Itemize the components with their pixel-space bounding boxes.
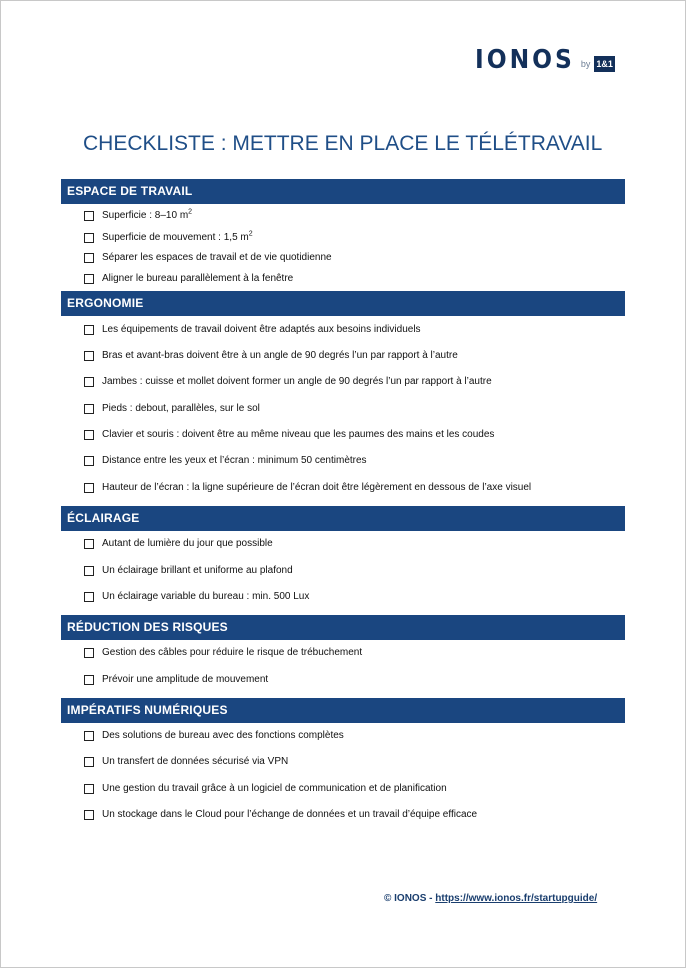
checkbox[interactable] xyxy=(84,211,94,221)
item-label: Clavier et souris : doivent être au même niveau que les paumes des mains et les coudes xyxy=(102,429,495,440)
section-header-reduction-des-risques: RÉDUCTION DES RISQUES xyxy=(61,615,625,640)
checkbox[interactable] xyxy=(84,456,94,466)
checkbox[interactable] xyxy=(84,648,94,658)
item-label: Prévoir une amplitude de mouvement xyxy=(102,674,269,685)
checklist-item xyxy=(84,755,288,769)
item-label: Autant de lumière du jour que possible xyxy=(102,538,273,549)
item-label: Un éclairage brillant et uniforme au plafond xyxy=(102,565,293,576)
ionos-logo xyxy=(475,45,615,75)
section-header-espace-de-travail: ESPACE DE TRAVAIL xyxy=(61,179,625,204)
item-label: Bras et avant-bras doivent être à un angle de 90 degrés l’un par rapport à l’autre xyxy=(102,350,458,361)
checklist-item xyxy=(84,481,531,495)
checklist-item xyxy=(84,808,477,822)
checklist-item xyxy=(84,590,309,604)
item-label: Un stockage dans le Cloud pour l’échange de données et un travail d’équipe efficace xyxy=(102,809,478,820)
checklist-item xyxy=(84,375,492,389)
superscript: 2 xyxy=(188,208,193,216)
item-label: Gestion des câbles pour réduire le risque de trébuchement xyxy=(102,647,363,658)
superscript: 2 xyxy=(248,230,253,238)
page-title: CHECKLISTE : METTRE EN PLACE LE TÉLÉTRAVAIL xyxy=(83,132,603,155)
footer xyxy=(384,893,597,904)
logo-wordmark: IONOS xyxy=(475,45,575,75)
checklist-item xyxy=(84,673,268,687)
checklist-item xyxy=(84,349,458,363)
footer-link[interactable]: https://www.ionos.fr/startupguide/ xyxy=(435,893,598,904)
checkbox[interactable] xyxy=(84,430,94,440)
checkbox[interactable] xyxy=(84,274,94,284)
logo-by-text: by xyxy=(580,59,591,69)
item-label: Hauteur de l’écran : la ligne supérieure de l’écran doit être légèrement en dessous de l’axe visuel xyxy=(102,482,532,493)
item-label: Superficie de mouvement : 1,5 $m^2$ xyxy=(102,230,253,243)
checkbox[interactable] xyxy=(84,404,94,414)
checklist-item xyxy=(84,454,367,468)
checklist-item xyxy=(84,782,447,796)
checklist-item xyxy=(84,537,273,551)
item-label: Séparer les espaces de travail et de vie quotidienne xyxy=(102,252,332,263)
item-label: Les équipements de travail doivent être adaptés aux besoins individuels xyxy=(102,324,421,335)
footer-copyright: © IONOS - xyxy=(384,893,436,904)
checklist-item xyxy=(84,564,293,578)
checkbox[interactable] xyxy=(84,325,94,335)
item-label: Jambes : cuisse et mollet doivent former un angle de 90 degrés l’un par rapport à l’autre xyxy=(102,376,492,387)
item-label: Un éclairage variable du bureau : min. 500 Lux xyxy=(102,591,310,602)
checkbox[interactable] xyxy=(84,675,94,685)
checkbox[interactable] xyxy=(84,483,94,493)
item-label: Des solutions de bureau avec des fonctions complètes xyxy=(102,730,344,741)
section-header-imperatifs-numeriques: IMPÉRATIFS NUMÉRIQUES xyxy=(61,698,625,723)
item-label: Distance entre les yeux et l’écran : minimum 50 centimètres xyxy=(102,455,367,466)
checkbox[interactable] xyxy=(84,566,94,576)
item-label: Pieds : debout, parallèles, sur le sol xyxy=(102,403,260,414)
checkbox[interactable] xyxy=(84,731,94,741)
checklist-item xyxy=(84,729,344,743)
item-label: Aligner le bureau parallèlement à la fenêtre xyxy=(102,273,294,284)
checkbox[interactable] xyxy=(84,757,94,767)
checklist-item xyxy=(84,272,293,286)
item-label: Une gestion du travail grâce à un logiciel de communication et de planification xyxy=(102,783,447,794)
checkbox[interactable] xyxy=(84,377,94,387)
checkbox[interactable] xyxy=(84,253,94,263)
checkbox[interactable] xyxy=(84,810,94,820)
checklist-item xyxy=(84,646,362,660)
checklist-item xyxy=(84,323,421,337)
checklist-item xyxy=(84,402,260,416)
checkbox[interactable] xyxy=(84,539,94,549)
checklist-item xyxy=(84,231,253,245)
checkbox[interactable] xyxy=(84,592,94,602)
item-label: Un transfert de données sécurisé via VPN xyxy=(102,756,289,767)
logo-badge: 1&1 xyxy=(594,56,615,72)
section-header-eclairage: ÉCLAIRAGE xyxy=(61,506,625,531)
checkbox[interactable] xyxy=(84,233,94,243)
checklist-item xyxy=(84,209,192,223)
checklist-item xyxy=(84,428,494,442)
checkbox[interactable] xyxy=(84,351,94,361)
section-header-ergonomie: ERGONOMIE xyxy=(61,291,625,316)
checklist-item xyxy=(84,251,332,265)
item-label: Superficie : 8–10 $m^2$ xyxy=(102,208,193,221)
checkbox[interactable] xyxy=(84,784,94,794)
